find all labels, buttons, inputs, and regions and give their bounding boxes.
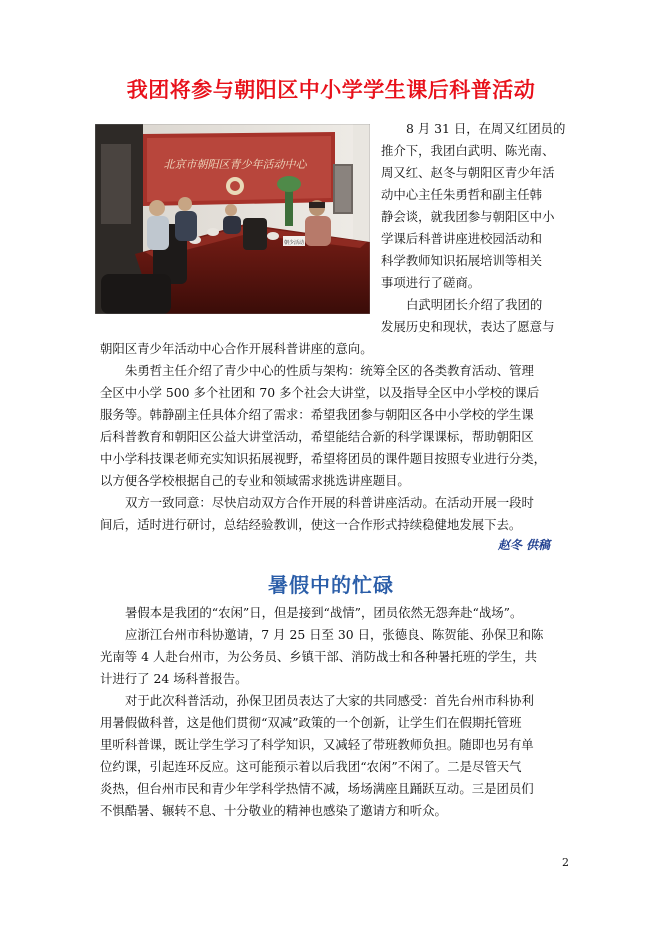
article1-line-4: 动中心主任朱勇哲和副主任韩 bbox=[381, 187, 543, 202]
article1-line-9-text: 白武明团长介绍了我团的 bbox=[406, 297, 543, 312]
article2-line-10: 不惧酷暑、辗转不息、十分敬业的精神也感染了邀请方和听众。 bbox=[100, 803, 447, 818]
article1-line-15: 后科普教育和朝阳区公益大讲堂活动，希望能结合新的科学课课标，帮助朝阳区 bbox=[100, 429, 534, 444]
article1-line-9 bbox=[381, 295, 566, 315]
backdrop-sign-text: 北京市朝阳区青少年活动中心 bbox=[163, 158, 307, 171]
article2-line-2 bbox=[100, 625, 565, 645]
article1-line-11: 朝阳区青少年活动中心合作开展科普讲座的意向。 bbox=[100, 341, 373, 356]
article1-line-18 bbox=[100, 493, 565, 513]
article1-line-12-text: 朱勇哲主任介绍了青少中心的性质与架构：统筹全区的各类教育活动、管理 bbox=[125, 363, 534, 378]
article2-line-6: 用暑假做科普，这是他们贯彻“双减”政策的一个创新，让学生们在假期托管班 bbox=[100, 715, 522, 730]
article1-line-2: 推介下，我团白武明、陈光南、 bbox=[381, 143, 555, 158]
article2-line-3: 光南等 4 人赴台州市，为公务员、乡镇干部、消防战士和各种暑托班的学生，共 bbox=[100, 649, 538, 664]
article2-line-1-text: 暑假本是我团的“农闲”日，但是接到“战情”，团员依然无怨奔赴“战场”。 bbox=[125, 605, 523, 620]
article1-line-1 bbox=[381, 119, 566, 139]
page-number: 2 bbox=[562, 856, 569, 869]
article2-line-2-text: 应浙江台州市科协邀请，7 月 25 日至 30 日，张德良、陈贺能、孙保卫和陈 bbox=[125, 627, 544, 642]
article1-line-5: 静会谈，就我团参与朝阳区中小 bbox=[381, 209, 555, 224]
article2-line-7: 里听科普课，既让学生学习了科学知识，又减轻了带班教师负担。随即也另有单 bbox=[100, 737, 534, 752]
article1-line-17: 以方便各学校根据自己的专业和领域需求挑选讲座题目。 bbox=[100, 473, 410, 488]
article2-line-5 bbox=[100, 691, 565, 711]
article1-line-18-text: 双方一致同意：尽快启动双方合作开展的科普讲座活动。在活动开展一段时 bbox=[125, 495, 534, 510]
article2-line-9: 炎热，但台州市民和青少年学科学热情不减，场场满座且踊跃互动。三是团员们 bbox=[100, 781, 534, 796]
article2-line-1 bbox=[100, 603, 565, 623]
meeting-photo bbox=[95, 124, 370, 314]
article2-title: 暑假中的忙碌 bbox=[268, 573, 394, 597]
article2-line-4: 计进行了 24 场科普报告。 bbox=[100, 671, 248, 686]
article1-line-3: 周又红、赵冬与朝阳区青少年活 bbox=[381, 165, 555, 180]
placard-text: 朝少活动 bbox=[283, 240, 305, 246]
meeting-photo-illustration bbox=[95, 124, 370, 314]
article1-line-19: 间后，适时进行研讨，总结经验教训，使这一合作形式持续稳健地发展下去。 bbox=[100, 517, 522, 532]
article1-line-12 bbox=[100, 361, 565, 381]
article1-line-6: 学课后科普讲座进校园活动和 bbox=[381, 231, 543, 246]
article1-line-7: 科学教师知识拓展培训等相关 bbox=[381, 253, 543, 268]
article2-line-5-text: 对于此次科普活动，孙保卫团员表达了大家的共同感受：首先台州市科协利 bbox=[125, 693, 534, 708]
article1-line-10: 发展历史和现状，表达了愿意与 bbox=[381, 319, 555, 334]
article1-line-8: 事项进行了磋商。 bbox=[381, 275, 481, 290]
article1-signature: 赵冬 供稿 bbox=[497, 538, 550, 552]
article1-line-16: 中小学科技课老师充实知识拓展视野，希望将团员的课件题目按照专业进行分类， bbox=[100, 451, 547, 466]
article1-line-13: 全区中小学 500 多个社团和 70 多个社会大讲堂，以及指导全区中小学校的课后 bbox=[100, 385, 540, 400]
article1-line-14: 服务等。韩静副主任具体介绍了需求：希望我团参与朝阳区各中小学校的学生课 bbox=[100, 407, 534, 422]
article2-line-8: 位约课，引起连环反应。这可能预示着以后我团“农闲”不闲了。二是尽管天气 bbox=[100, 759, 522, 774]
article1-title: 我团将参与朝阳区中小学学生课后科普活动 bbox=[126, 78, 536, 102]
article1-line-1-text: 8 月 31 日，在周又红团员的 bbox=[406, 121, 566, 136]
